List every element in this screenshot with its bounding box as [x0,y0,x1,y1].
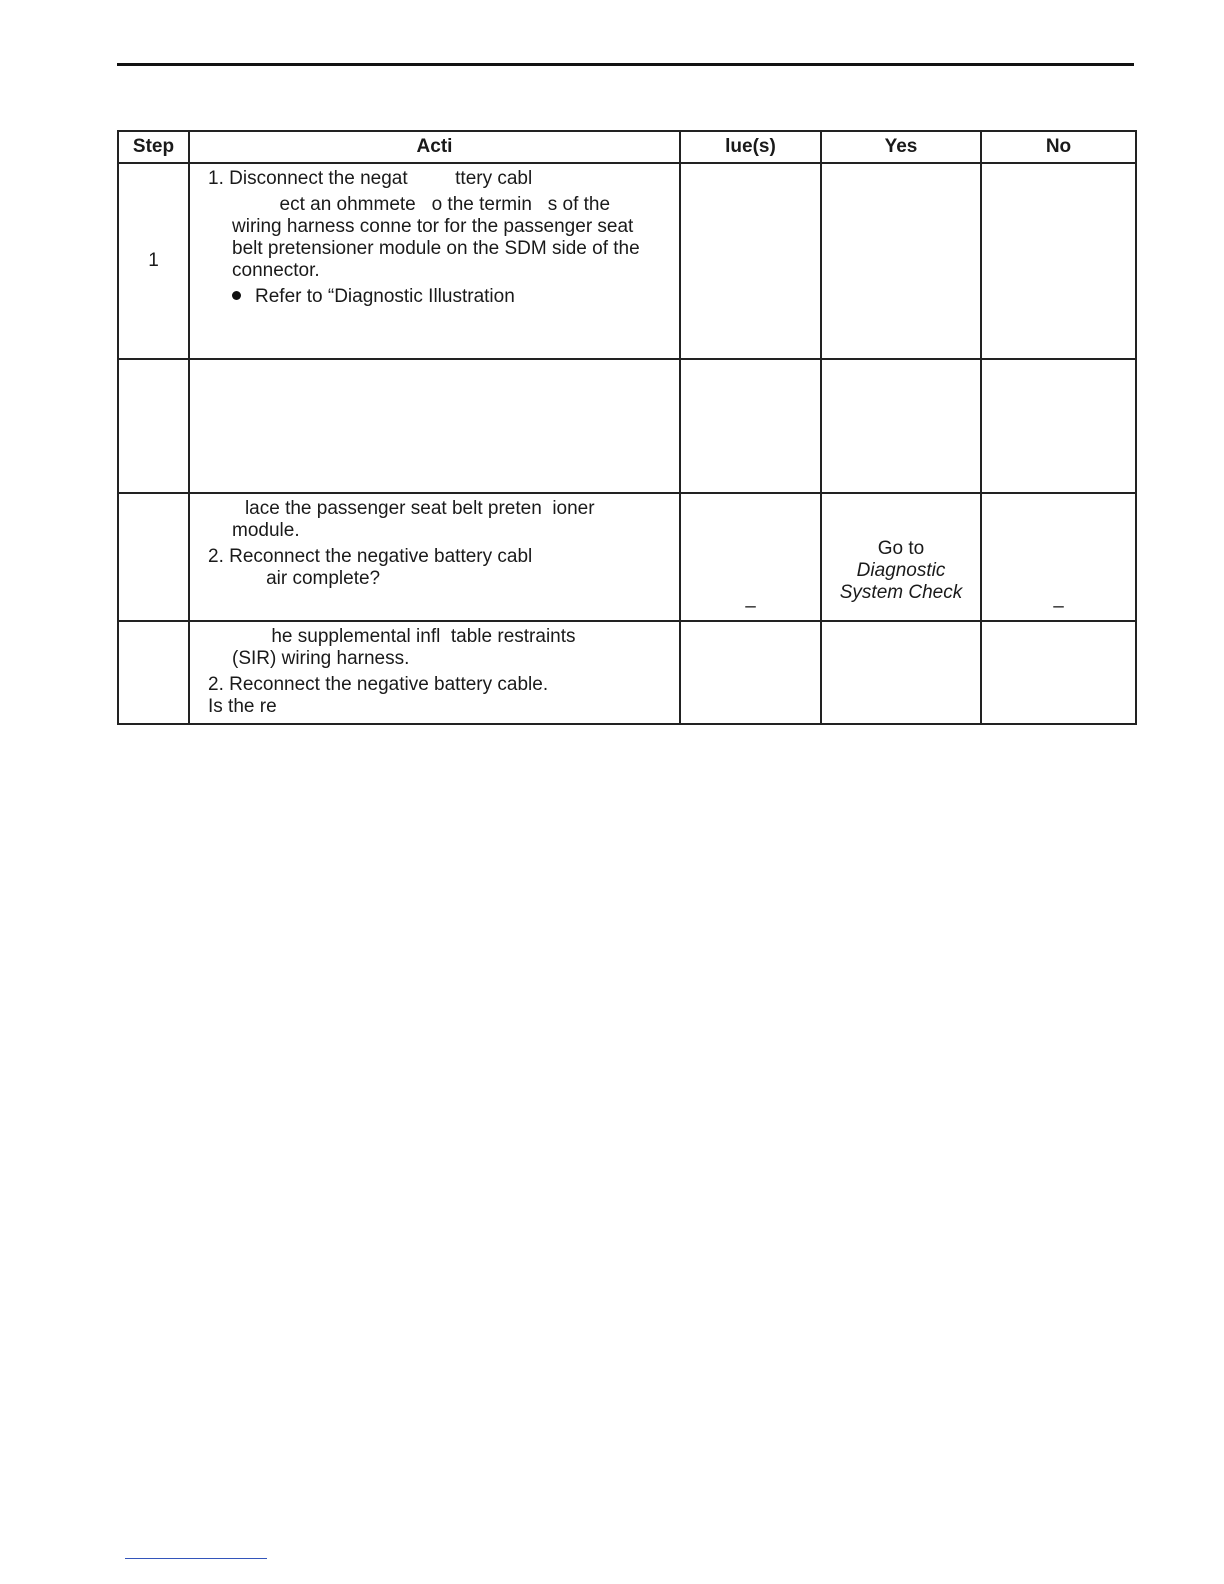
step-number [118,359,189,493]
header-no: No [981,131,1136,163]
action-line: wiring harness conne tor for the passenger seat [232,216,634,237]
value-cell [680,621,821,724]
footer-link-underline[interactable] [125,1558,267,1559]
diagnostic-system-check-link[interactable]: Diagnostic [856,560,946,581]
no-cell [981,359,1136,493]
no-cell: – [981,493,1136,621]
diagnostic-system-check-link[interactable]: System Check [839,582,963,603]
action-line: 2. Reconnect the negative battery cabl [208,546,533,567]
table-row [118,621,1136,724]
table-header-row [118,131,1136,163]
yes-cell [821,163,981,359]
yes-cell [821,621,981,724]
step-number [118,621,189,724]
header-yes: Yes [821,131,981,163]
diagnostic-table [117,130,1137,725]
action-cell [189,493,680,621]
action-line: air complete? [208,568,381,589]
action-line: connector. [232,260,320,281]
action-line: belt pretensioner module on the SDM side of the [232,238,640,259]
yes-cell [821,493,981,621]
action-line: he supplemental infl table restraints [208,626,576,647]
value-cell [680,359,821,493]
no-cell [981,163,1136,359]
header-action: Acti [189,131,680,163]
table-row [118,493,1136,621]
header-value: lue(s) [680,131,821,163]
header-step: Step [118,131,189,163]
bullet-dot-icon [232,291,241,300]
step-number: 1 [118,163,189,359]
value-cell [680,163,821,359]
bullet-item [208,286,661,308]
action-line: lace the passenger seat belt preten ioner [208,498,595,519]
value-cell: – [680,493,821,621]
action-line: ect an ohmmete o the termin s of the [232,194,611,215]
action-cell [189,359,680,493]
yes-cell [821,359,981,493]
action-line: (SIR) wiring harness. [232,648,410,669]
table-row [118,163,1136,359]
table-row [118,359,1136,493]
action-line: module. [232,520,300,541]
step-number [118,493,189,621]
bullet-text: Refer to “Diagnostic Illustration [255,286,515,307]
action-cell [189,621,680,724]
action-line: 1. Disconnect the negat ttery cabl [208,168,533,189]
action-line: 2. Reconnect the negative battery cable. [208,674,549,695]
action-cell [189,163,680,359]
no-cell [981,621,1136,724]
yes-goto-text: Go to [877,538,925,559]
header-rule [117,63,1134,66]
action-line: Is the re [208,696,277,717]
